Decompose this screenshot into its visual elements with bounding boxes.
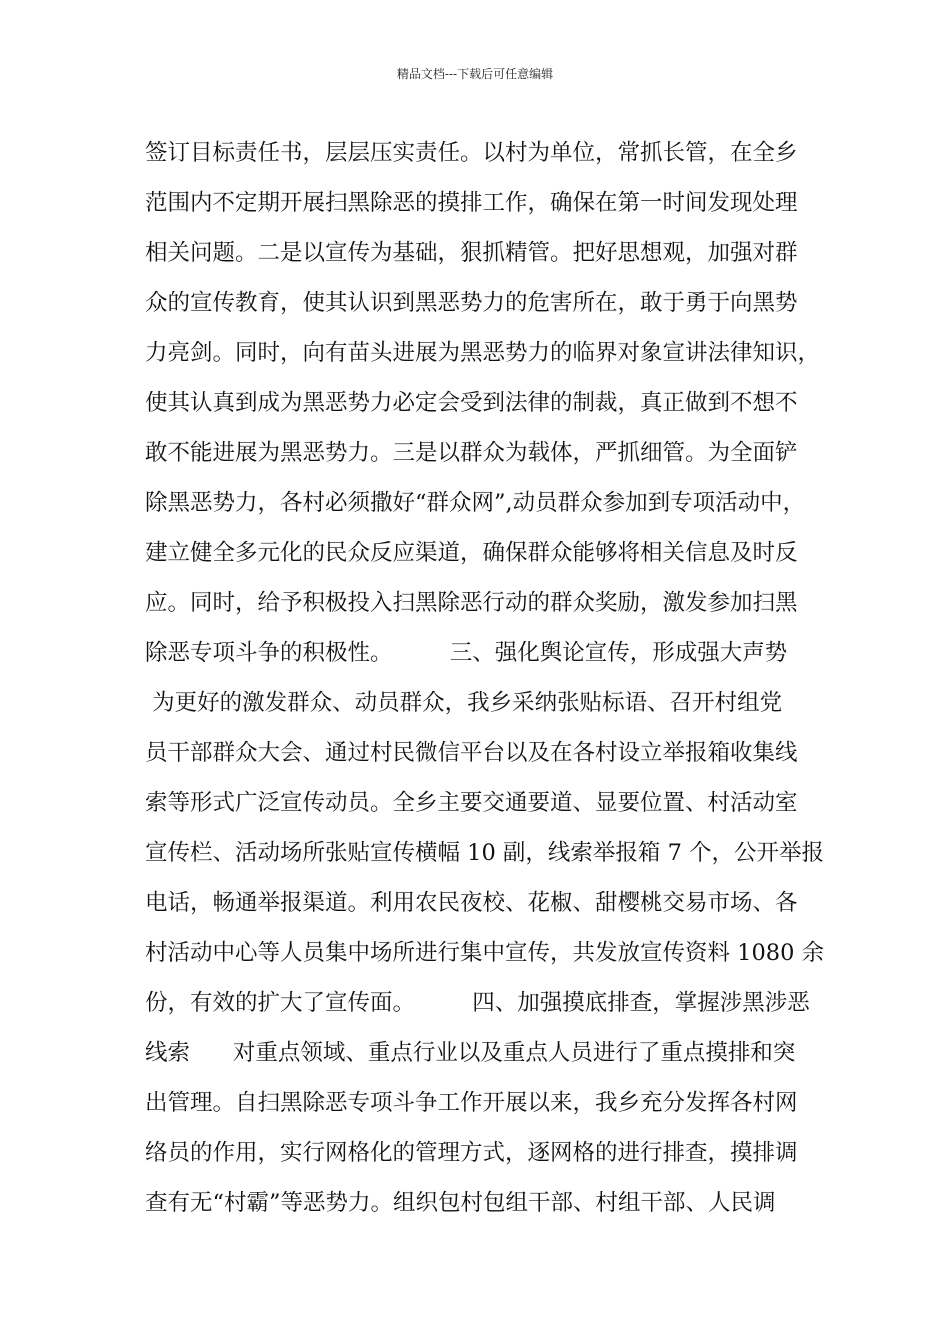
text-line: 查有无“村霸”等恶势力。组织包村包组干部、村组干部、人民调 <box>145 1190 776 1216</box>
text-line: 除黑恶势力，各村必须撒好“群众网”,动员群众参加到专项活动中， <box>145 490 806 516</box>
text-line: 相关问题。二是以宣传为基础，狠抓精管。把好思想观，加强对群 <box>145 240 798 266</box>
text-line: 员干部群众大会、通过村民微信平台以及在各村设立举报箱收集线 <box>145 740 798 766</box>
text-line: 签订目标责任书，层层压实责任。以村为单位，常抓长管，在全乡 <box>145 140 798 166</box>
text-line: 敢不能进展为黑恶势力。三是以群众为载体，严抓细管。为全面铲 <box>145 440 798 466</box>
text-line: 使其认真到成为黑恶势力必定会受到法律的制裁，真正做到不想不 <box>145 390 798 416</box>
text-line: 份，有效的扩大了宣传面。 四、加强摸底排查，掌握涉黑涉恶 <box>145 990 810 1016</box>
text-line: 出管理。自扫黑除恶专项斗争工作开展以来，我乡充分发挥各村网 <box>145 1090 798 1116</box>
text-line: 建立健全多元化的民众反应渠道，确保群众能够将相关信息及时反 <box>145 540 798 566</box>
body-text <box>145 128 825 1228</box>
text-line: 除恶专项斗争的积极性。 三、强化舆论宣传，形成强大声势 <box>145 640 788 666</box>
text-line: 范围内不定期开展扫黑除恶的摸排工作，确保在第一时间发现处理 <box>145 190 798 216</box>
text-line: 络员的作用，实行网格化的管理方式，逐网格的进行排查，摸排调 <box>145 1140 798 1166</box>
text-line: 众的宣传教育，使其认识到黑恶势力的危害所在，敢于勇于向黑势 <box>145 290 798 316</box>
text-line: 线索 对重点领域、重点行业以及重点人员进行了重点摸排和突 <box>145 1040 796 1066</box>
text-line: 应。同时，给予积极投入扫黑除恶行动的群众奖励，激发参加扫黑 <box>145 590 798 616</box>
text-line: 力亮剑。同时，向有苗头进展为黑恶势力的临界对象宣讲法律知识， <box>145 340 821 366</box>
text-line: 索等形式广泛宣传动员。全乡主要交通要道、显要位置、村活动室 <box>145 790 798 816</box>
text-line: 村活动中心等人员集中场所进行集中宣传，共发放宣传资料 1080 余 <box>145 940 825 966</box>
text-line: 宣传栏、活动场所张贴宣传横幅 10 副，线索举报箱 7 个，公开举报 <box>145 840 825 866</box>
text-line: 为更好的激发群众、动员群众，我乡采纳张贴标语、召开村组党 <box>145 690 783 716</box>
page-header: 精品文档---下载后可任意编辑 <box>396 67 554 81</box>
text-line: 电话，畅通举报渠道。利用农民夜校、花椒、甜樱桃交易市场、各 <box>145 890 798 916</box>
